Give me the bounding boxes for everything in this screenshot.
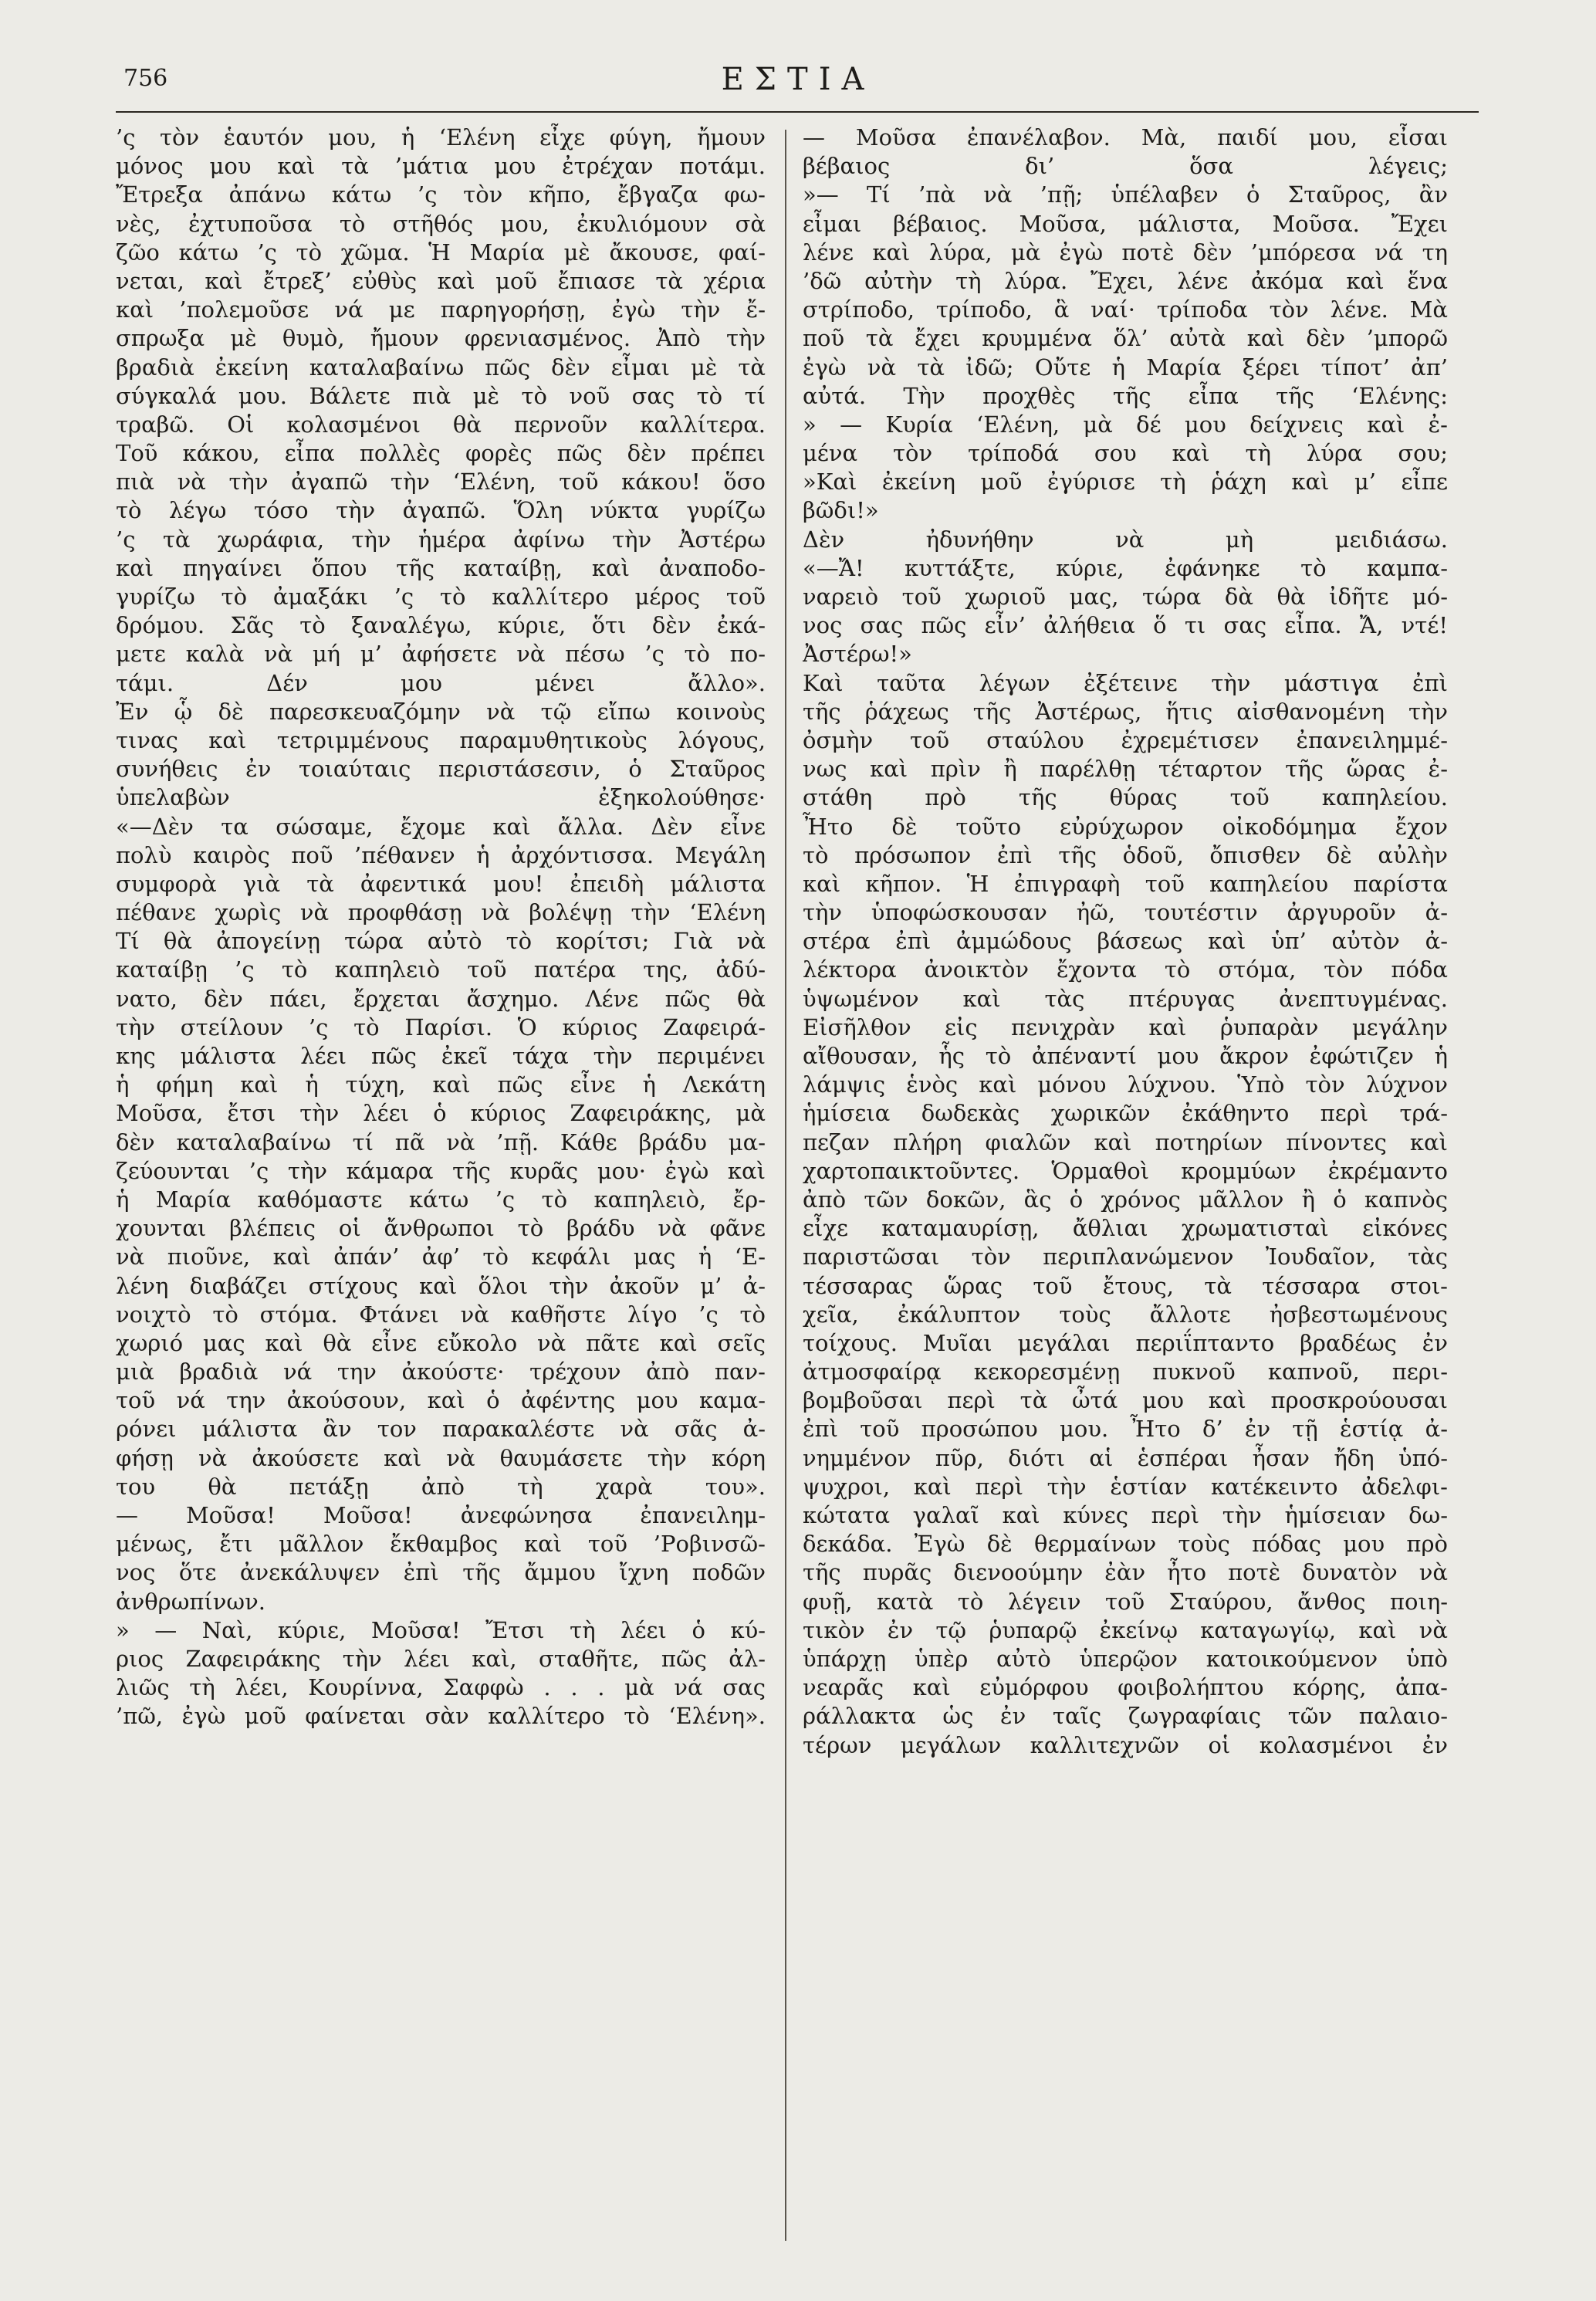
text-line: τάμι. Δέν μου μένει ἄλλο».	[116, 669, 766, 696]
text-line: του θὰ πετάξῃ ἀπὸ τὴ χαρὰ του».	[116, 1473, 766, 1500]
text-line: βομβοῦσαι περὶ τὰ ὦτά μου καὶ προσκρούουσαι	[803, 1387, 1448, 1414]
text-line: τοίχους. Μυῖαι μεγάλαι περιΐπταντο βραδέως ἐν	[803, 1329, 1448, 1356]
text-line: νατο, δὲν πάει, ἔρχεται ἄσχημο. Λένε πῶς θὰ	[116, 985, 766, 1012]
text-line: μόνος μου καὶ τὰ ’μάτια μου ἐτρέχαν ποτάμι.	[116, 153, 766, 180]
text-line: ριος Ζαφειράκης τὴν λέει καὶ, σταθῆτε, πῶς ἀλ-	[116, 1645, 766, 1672]
page-header	[116, 62, 1480, 116]
text-line: ὑψωμένον καὶ τὰς πτέρυγας ἀνεπτυγμένας.	[803, 985, 1448, 1012]
text-line: ναρειὸ τοῦ χωριοῦ μας, τώρα δὰ θὰ ἰδῆτε μό-	[803, 584, 1448, 610]
text-line: γυρίζω τὸ ἀμαξάκι ’ς τὸ καλλίτερο μέρος τοῦ	[116, 584, 766, 610]
text-line: λάμψις ἑνὸς καὶ μόνου λύχνου. Ὑπὸ τὸν λύχνον	[803, 1071, 1448, 1098]
text-line: χαρτοπαικτοῦντες. Ὁρμαθοὶ κρομμύων ἐκρέμαντο	[803, 1157, 1448, 1184]
text-line: »Καὶ ἐκείνη μοῦ ἐγύρισε τὴ ῥάχη καὶ μ’ εἶπε	[803, 469, 1448, 496]
text-line: κώτατα γαλαῖ καὶ κύνες περὶ τὴν ἡμίσειαν δω-	[803, 1502, 1448, 1528]
text-line: μένως, ἔτι μᾶλλον ἔκθαμβος καὶ τοῦ ’Ροβινσῶ-	[116, 1531, 766, 1558]
text-line: τέρων μεγάλων καλλιτεχνῶν οἱ κολασμένοι ἐν	[803, 1731, 1448, 1758]
text-line: — Μοῦσα! Μοῦσα! ἀνεφώνησα ἐπανειλημ-	[116, 1502, 766, 1528]
text-line: Μοῦσα, ἔτσι τὴν λέει ὁ κύριος Ζαφειράκης, μὰ	[116, 1100, 766, 1127]
text-line: μετε καλὰ νὰ μή μ’ ἀφήσετε νὰ πέσω ’ς τὸ πο-	[116, 641, 766, 668]
text-line: Ἐν ᾧ δὲ παρεσκευαζόμην νὰ τῷ εἴπω κοινοὺς	[116, 698, 766, 725]
text-line: φήσῃ νὰ ἀκούσετε καὶ νὰ θαυμάσετε τὴν κόρη	[116, 1444, 766, 1471]
text-line: Τί θὰ ἀπογείνῃ τώρα αὐτὸ τὸ κορίτσι; Γιὰ νὰ	[116, 928, 766, 955]
text-line: βῶδι!»	[803, 497, 879, 524]
page-number: 756	[123, 65, 168, 92]
text-line: τὸ λέγω τόσο τὴν ἀγαπῶ. Ὅλη νύκτα γυρίζω	[116, 497, 766, 524]
text-line: συνήθεις ἐν τοιαύταις περιστάσεσιν, ὁ Σταῦρος	[116, 756, 766, 783]
text-line: τραβῶ. Οἱ κολασμένοι θὰ περνοῦν καλλίτερα.	[116, 411, 766, 438]
text-line: ὀσμὴν τοῦ σταύλου ἐχρεμέτισεν ἐπανειλημμέ-	[803, 726, 1448, 753]
text-line: παριστῶσαι τὸν περιπλανώμενον Ἰουδαῖον, τὰς	[803, 1244, 1448, 1271]
text-line: αὐτά. Τὴν προχθὲς τῆς εἶπα τῆς ‘Ελένης:	[803, 382, 1448, 409]
text-line: ’πῶ, ἐγὼ μοῦ φαίνεται σὰν καλλίτερο τὸ ‘Ελένη».	[116, 1703, 766, 1730]
text-line: μένα τὸν τρίποδά σου καὶ τὴ λύρα σου;	[803, 440, 1448, 467]
text-line: τέσσαρας ὥρας τοῦ ἔτους, τὰ τέσσαρα στοι-	[803, 1272, 1448, 1299]
text-line: σύγκαλά μου. Βάλετε πιὰ μὲ τὸ νοῦ σας τὸ τί	[116, 382, 766, 409]
text-line: λιῶς τὴ λέει, Κουρίννα, Σαφφὼ . . . μὰ νά σας	[116, 1674, 766, 1701]
text-line: δὲν καταλαβαίνω τί πᾶ νὰ ’πῇ. Κάθε βράδυ μα-	[116, 1129, 766, 1156]
text-line: νὲς, ἐχτυποῦσα τὸ στῆθός μου, ἐκυλιόμουν σὰ	[116, 210, 766, 237]
text-line: πιὰ νὰ τὴν ἀγαπῶ τὴν ‘Ελένη, τοῦ κάκου! ὅσο	[116, 469, 766, 496]
text-line: εἶχε καταμαυρίσῃ, ἄθλιαι χρωματισταὶ εἰκόνες	[803, 1215, 1448, 1242]
text-line: Ἦτο δὲ τοῦτο εὐρύχωρον οἰκοδόμημα ἔχον	[803, 813, 1448, 840]
text-line: » — Ναὶ, κύριε, Μοῦσα! Ἔτσι τὴ λέει ὁ κύ-	[116, 1616, 766, 1643]
text-line: στρίποδο, τρίποδο, ἃ ναί· τρίποδα τὸν λένε. Μὰ	[803, 296, 1448, 323]
text-line: νημμένον πῦρ, διότι αἱ ἑσπέραι ἦσαν ἤδη ὑπό-	[803, 1444, 1448, 1471]
text-line: νοιχτὸ τὸ στόμα. Φτάνει νὰ καθῆστε λίγο ’ς τὸ	[116, 1301, 766, 1328]
text-line: Δὲν ἠδυνήθην νὰ μὴ μειδιάσω.	[803, 526, 1448, 553]
text-line: δρόμου. Σᾶς τὸ ξαναλέγω, κύριε, ὅτι δὲν ἐκά-	[116, 612, 766, 639]
text-line: βραδιὰ ἐκείνη καταλαβαίνω πῶς δὲν εἶμαι μὲ τὰ	[116, 354, 766, 381]
text-line: Καὶ ταῦτα λέγων ἐξέτεινε τὴν μάστιγα ἐπὶ	[803, 669, 1448, 696]
text-line: χωριό μας καὶ θὰ εἶνε εὔκολο νὰ πᾶτε καὶ σεῖς	[116, 1329, 766, 1356]
text-line: ’ς τὰ χωράφια, τὴν ἡμέρα ἀφίνω τὴν Ἀστέρω	[116, 526, 766, 553]
text-line: ποῦ τὰ ἔχει κρυμμένα ὅλ’ αὐτὰ καὶ δὲν ’μπορῶ	[803, 325, 1448, 352]
text-line: Εἰσῆλθον εἰς πενιχρὰν καὶ ῥυπαρὰν μεγάλην	[803, 1013, 1448, 1041]
text-line: «—Ἄ! κυττάξτε, κύριε, ἐφάνηκε τὸ καμπα-	[803, 554, 1448, 581]
text-line: ὑπάρχῃ ὑπὲρ αὐτὸ ὑπερῷον κατοικούμενον ὑπὸ	[803, 1645, 1448, 1672]
text-line: εἶμαι βέβαιος. Μοῦσα, μάλιστα, Μοῦσα. Ἔχει	[803, 210, 1448, 237]
text-line: λένη διαβάζει στίχους καὶ ὅλοι τὴν ἀκοῦν μ’ ἀ-	[116, 1272, 766, 1299]
text-line: στέρα ἐπὶ ἀμμώδους βάσεως καὶ ὑπ’ αὐτὸν ἀ-	[803, 928, 1448, 955]
text-line: καὶ ’πολεμοῦσε νά με παρηγορήσῃ, ἐγὼ τὴν ἔ-	[116, 296, 766, 323]
text-line: Τοῦ κάκου, εἶπα πολλὲς φορὲς πῶς δὲν πρέπει	[116, 440, 766, 467]
text-line: σπρωξα μὲ θυμὸ, ἤμουν φρενιασμένος. Ἀπὸ τὴν	[116, 325, 766, 352]
text-line: ἐπὶ τοῦ προσώπου μου. Ἦτο δ’ ἐν τῇ ἑστίᾳ ἀ-	[803, 1416, 1448, 1443]
text-line: δεκάδα. Ἐγὼ δὲ θερμαίνων τοὺς πόδας μου πρὸ	[803, 1531, 1448, 1558]
text-line: αἴθουσαν, ἧς τὸ ἀπέναντί μου ἄκρον ἐφώτιζεν ἡ	[803, 1043, 1448, 1069]
journal-title: ΕΣΤΙΑ	[721, 62, 875, 97]
text-line: ἡ φήμη καὶ ἡ τύχη, καὶ πῶς εἶνε ἡ Λεκάτη	[116, 1071, 766, 1098]
text-line: τῆς πυρᾶς διενοούμην ἐὰν ἦτο ποτὲ δυνατὸν νὰ	[803, 1559, 1448, 1586]
text-line: ὑπελαβὼν ἐξηκολούθησε·	[116, 784, 766, 811]
text-line: τοῦ νά την ἀκούσουν, καὶ ὁ ἀφέντης μου καμα-	[116, 1387, 766, 1414]
text-line: στάθη πρὸ τῆς θύρας τοῦ καπηλείου.	[803, 784, 1448, 811]
text-line: καταίβῃ ’ς τὸ καπηλειὸ τοῦ πατέρα της, ἀδύ-	[116, 956, 766, 983]
text-line: λένε καὶ λύρα, μὰ ἐγὼ ποτὲ δὲν ’μπόρεσα νά τη	[803, 239, 1448, 266]
text-line: νὰ πιοῦνε, καὶ ἀπάν’ ἀφ’ τὸ κεφάλι μας ἡ ‘Ε-	[116, 1244, 766, 1271]
text-line: νεται, καὶ ἔτρεξ’ εὐθὺς καὶ μοῦ ἔπιασε τὰ χέρια	[116, 267, 766, 294]
text-line: ’ς τὸν ἑαυτόν μου, ἡ ‘Ελένη εἶχε φύγη, ἤμουν	[116, 124, 766, 151]
text-line: λέκτορα ἀνοικτὸν ἔχοντα τὸ στόμα, τὸν πόδα	[803, 956, 1448, 983]
text-line: ρόνει μάλιστα ἂν τον παρακαλέστε νὰ σᾶς ἀ-	[116, 1416, 766, 1443]
text-line: νεαρᾶς καὶ εὐμόρφου φοιβολήπτου κόρης, ἀπα-	[803, 1674, 1448, 1701]
text-line: ζεύουνται ’ς τὴν κάμαρα τῆς κυρᾶς μου· ἐγὼ καὶ	[116, 1157, 766, 1184]
text-line: ἀνθρωπίνων.	[116, 1588, 265, 1615]
text-line: καὶ πηγαίνει ὅπου τῆς καταίβῃ, καὶ ἀναποδο-	[116, 554, 766, 581]
text-line: «—Δὲν τα σώσαμε, ἔχομε καὶ ἄλλα. Δὲν εἶνε	[116, 813, 766, 840]
text-line: πεζαν πλήρη φιαλῶν καὶ ποτηρίων πίνοντες καὶ	[803, 1129, 1448, 1156]
text-line: τὴν ὑποφώσκουσαν ἠῶ, τουτέστιν ἀργυροῦν ἀ-	[803, 899, 1448, 926]
text-line: ψυχροι, καὶ περὶ τὴν ἑστίαν κατέκειντο ἀδελφι-	[803, 1473, 1448, 1500]
text-line: ζῶο κάτω ’ς τὸ χῶμα. Ἡ Μαρία μὲ ἄκουσε, φαί-	[116, 239, 766, 266]
text-line: »— Τί ’πὰ νὰ ’πῇ; ὑπέλαβεν ὁ Σταῦρος, ἂν	[803, 181, 1448, 208]
text-line: τινας καὶ τετριμμένους παραμυθητικοὺς λόγους,	[116, 726, 766, 753]
text-line: χεῖα, ἐκάλυπτον τοὺς ἄλλοτε ἠσβεστωμένους	[803, 1301, 1448, 1328]
text-line: τικὸν ἐν τῷ ῥυπαρῷ ἐκείνῳ καταγωγίῳ, καὶ νὰ	[803, 1616, 1448, 1643]
text-line: νος σας πῶς εἶν’ ἀλήθεια ὅ τι σας εἶπα. Ἄ, ντέ!	[803, 612, 1448, 639]
text-line: συμφορὰ γιὰ τὰ ἀφεντικά μου! ἐπειδὴ μάλιστα	[116, 870, 766, 897]
text-line: ἀτμοσφαίρᾳ κεκορεσμένῃ πυκνοῦ καπνοῦ, περι-	[803, 1359, 1448, 1386]
text-line: φυῇ, κατὰ τὸ λέγειν τοῦ Σταύρου, ἄνθος ποιη-	[803, 1588, 1448, 1615]
text-line: ἡ Μαρία καθόμαστε κάτω ’ς τὸ καπηλειὸ, ἔρ-	[116, 1186, 766, 1213]
text-line: ἡμίσεια δωδεκὰς χωρικῶν ἐκάθηντο περὶ τρά-	[803, 1100, 1448, 1127]
text-line: πολὺ καιρὸς ποῦ ’πέθανεν ἡ ἀρχόντισσα. Μεγάλη	[116, 841, 766, 868]
text-line: » — Κυρία ‘Ελένη, μὰ δέ μου δείχνεις καὶ ἐ-	[803, 411, 1448, 438]
text-line: Ἀστέρω!»	[803, 641, 912, 668]
header-rule	[116, 111, 1479, 113]
text-line: ἀπὸ τῶν δοκῶν, ἃς ὁ χρόνος μᾶλλον ἢ ὁ καπνὸς	[803, 1186, 1448, 1213]
right-column	[803, 124, 1448, 1760]
text-line: μιὰ βραδιὰ νά την ἀκούστε· τρέχουν ἀπὸ παν-	[116, 1359, 766, 1386]
text-line: ’δῶ αὐτὴν τὴ λύρα. Ἔχει, λένε ἀκόμα καὶ ἕνα	[803, 267, 1448, 294]
text-line: τὸ πρόσωπον ἐπὶ τῆς ὁδοῦ, ὄπισθεν δὲ αὐλὴν	[803, 841, 1448, 868]
column-divider	[785, 130, 786, 2241]
left-column	[116, 124, 766, 1731]
text-line: βέβαιος δι’ ὅσα λέγεις;	[803, 153, 1448, 180]
text-line: τὴν στείλουν ’ς τὸ Παρίσι. Ὁ κύριος Ζαφειρά-	[116, 1013, 766, 1041]
text-line: πέθανε χωρὶς νὰ προφθάσῃ νὰ βολέψῃ τὴν ‘Ελένη	[116, 899, 766, 926]
text-line: τῆς ῥάχεως τῆς Ἀστέρως, ἥτις αἰσθανομένη τὴν	[803, 698, 1448, 725]
text-line: καὶ κῆπον. Ἡ ἐπιγραφὴ τοῦ καπηλείου παρίστα	[803, 870, 1448, 897]
text-line: Ἔτρεξα ἀπάνω κάτω ’ς τὸν κῆπο, ἔβγαζα φω-	[116, 181, 766, 208]
text-line: νος ὅτε ἀνεκάλυψεν ἐπὶ τῆς ἄμμου ἴχνη ποδῶν	[116, 1559, 766, 1586]
text-line: κης μάλιστα λέει πῶς ἐκεῖ τάχα τὴν περιμένει	[116, 1043, 766, 1069]
text-line: — Μοῦσα ἐπανέλαβον. Μὰ, παιδί μου, εἶσαι	[803, 124, 1448, 151]
text-line: χουνται βλέπεις οἱ ἄνθρωποι τὸ βράδυ νὰ φᾶνε	[116, 1215, 766, 1242]
text-line: νως καὶ πρὶν ἢ παρέλθῃ τέταρτον τῆς ὥρας ἐ-	[803, 756, 1448, 783]
text-line: ράλλακτα ὡς ἐν ταῖς ζωγραφίαις τῶν παλαιο-	[803, 1703, 1448, 1730]
text-line: ἐγὼ νὰ τὰ ἰδῶ; Οὔτε ἡ Μαρία ξέρει τίποτ’ ἀπ’	[803, 354, 1448, 381]
